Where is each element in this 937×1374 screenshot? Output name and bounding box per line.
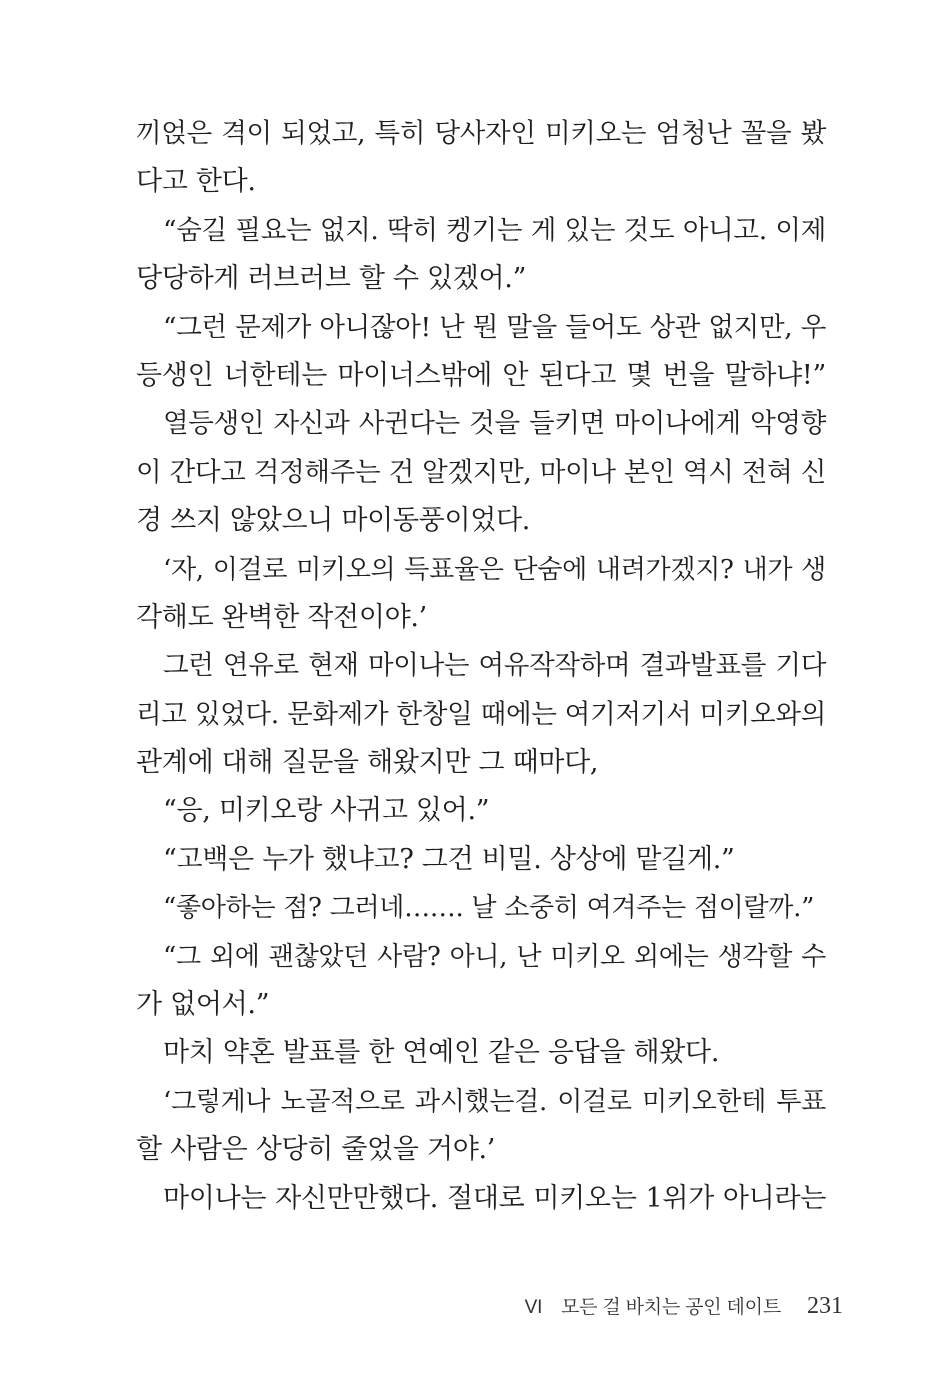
text-line: 그런 연유로 현재 마이나는 여유작작하며 결과발표를 기다 [163, 650, 826, 682]
text-line: 다고 한다. [136, 166, 256, 198]
text-line: 열등생인 자신과 사귄다는 것을 들키면 마이나에게 악영향 [163, 408, 826, 440]
text-line: 마치 약혼 발표를 한 연예인 같은 응답을 해왔다. [163, 1037, 720, 1069]
chapter-title: VI 모든 걸 바치는 공인 데이트 [524, 1297, 781, 1318]
text-line: 마이나는 자신만만했다. 절대로 미키오는 1위가 아니라는 [163, 1182, 826, 1214]
text-line: “숨길 필요는 없지. 딱히 켕기는 게 있는 것도 아니고. 이제 [163, 214, 826, 246]
text-line: 관계에 대해 질문을 해왔지만 그 때마다, [136, 747, 599, 779]
text-line: 당당하게 러브러브 할 수 있겠어.” [136, 263, 527, 295]
text-line: “그런 문제가 아니잖아! 난 뭔 말을 들어도 상관 없지만, 우 [163, 311, 826, 343]
running-footer [525, 1292, 843, 1326]
text-line: “고백은 누가 했냐고? 그건 비밀. 상상에 맡길게.” [163, 843, 735, 875]
text-line: 끼얹은 격이 되었고, 특히 당사자인 미키오는 엄청난 꼴을 봤 [136, 118, 826, 149]
text-line: ‘자, 이걸로 미키오의 득표율은 단숨에 내려가겠지? 내가 생 [163, 554, 826, 585]
text-line: “응, 미키오랑 사귀고 있어.” [163, 795, 490, 827]
text-line: 등생인 너한테는 마이너스밖에 안 된다고 몇 번을 말하냐!” [136, 359, 826, 391]
text-line: “좋아하는 점? 그러네……. 날 소중히 여겨주는 점이랄까.” [163, 893, 815, 924]
page-body [136, 110, 826, 1223]
text-line: ‘그렇게나 노골적으로 과시했는걸. 이걸로 미키오한테 투표 [163, 1086, 826, 1117]
text-line: 이 간다고 걱정해주는 건 알겠지만, 마이나 본인 역시 전혀 신 [136, 456, 826, 488]
text-line: 리고 있었다. 문화제가 한창일 때에는 여기저기서 미키오와의 [136, 698, 826, 730]
text-line: 경 쓰지 않았으니 마이동풍이었다. [136, 505, 531, 537]
text-line: “그 외에 괜찮았던 사람? 아니, 난 미키오 외에는 생각할 수 [163, 941, 826, 972]
text-line: 할 사람은 상당히 줄었을 거야.’ [136, 1134, 496, 1166]
page-number: 231 [807, 1293, 843, 1319]
text-line: 각해도 완벽한 작전이야.’ [136, 601, 427, 633]
text-line: 가 없어서.” [136, 989, 270, 1021]
